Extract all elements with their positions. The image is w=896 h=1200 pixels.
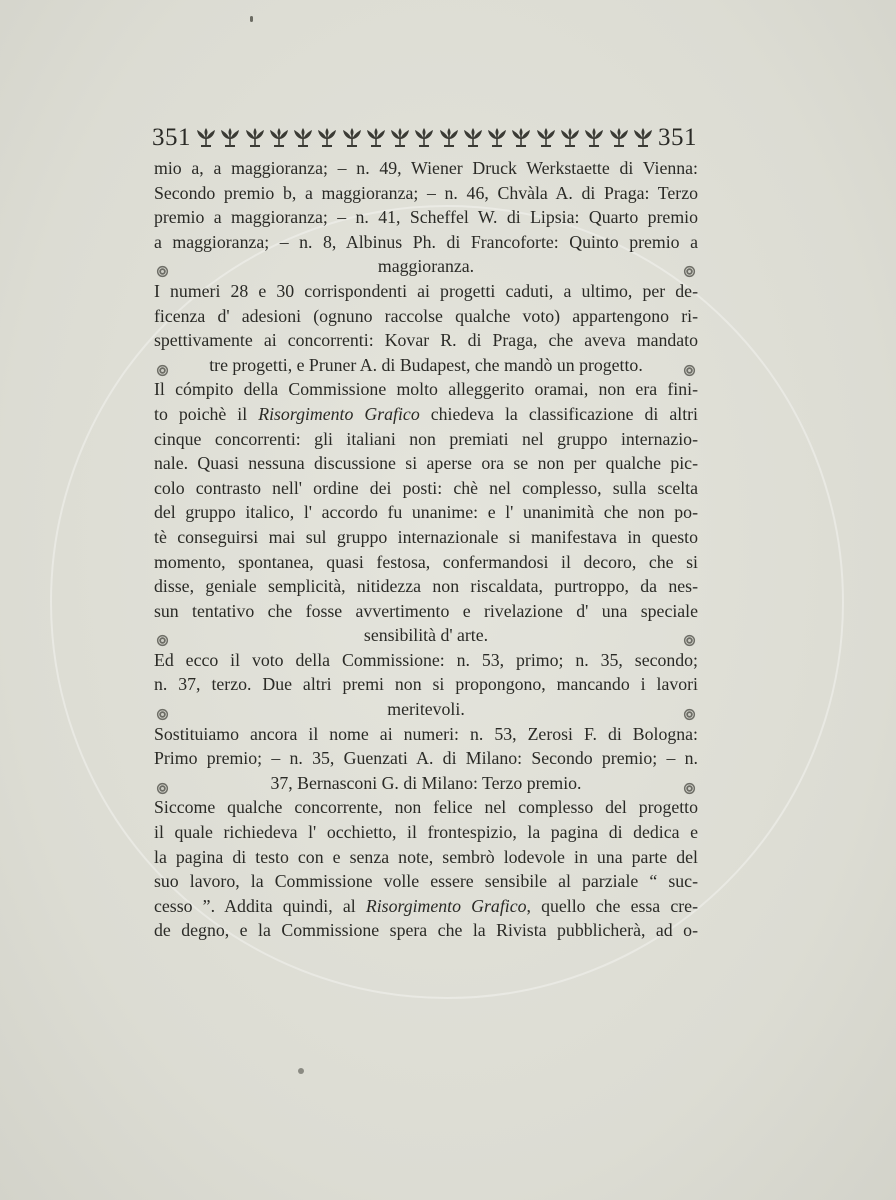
text-line: sun tentativo che fosse avvertimento e rivelazione d' una speciale xyxy=(154,600,698,621)
page-number-left: 351 xyxy=(152,124,191,151)
ink-speck xyxy=(250,16,253,22)
fleuron-icon xyxy=(195,127,217,149)
text-line: suo lavoro, la Commissione volle essere sensibile al parziale “ suc- xyxy=(154,871,698,892)
page-header xyxy=(152,124,697,152)
italic-title: Risorgimento Grafico xyxy=(365,895,527,916)
rosette-icon xyxy=(683,359,696,372)
text-line: 37, Bernasconi G. di Milano: Terzo premio. xyxy=(270,772,582,793)
fleuron-icon xyxy=(510,127,532,149)
rosette-icon xyxy=(156,777,169,790)
text-line: sensibilità d' arte. xyxy=(363,625,489,646)
text-line: tè conseguirsi mai sul gruppo internazionale si manifestava in questo xyxy=(154,526,698,547)
fleuron-icon xyxy=(244,127,266,149)
fleuron-icon xyxy=(413,127,435,149)
fleuron-icon xyxy=(365,127,387,149)
text-line: Primo premio; – n. 35, Guenzati A. di Milano: Secondo premio; – n. xyxy=(154,748,698,769)
body-text xyxy=(154,156,698,943)
fleuron-icon xyxy=(292,127,314,149)
centered-line xyxy=(154,353,698,378)
text-line: tre progetti, e Pruner A. di Budapest, che mandò un progetto. xyxy=(209,354,643,375)
text-line: maggioranza. xyxy=(377,256,475,277)
text-line: il quale richiedeva l' occhietto, il frontespizio, la pagina di dedica e xyxy=(154,822,698,843)
fleuron-icon xyxy=(559,127,581,149)
text-fragment: chiedeva la classificazione di altri xyxy=(419,403,698,424)
text-line: disse, geniale semplicità, nitidezza non riscaldata, purtroppo, da nes- xyxy=(154,576,698,597)
fleuron-icon xyxy=(268,127,290,149)
fleuron-border xyxy=(195,127,654,149)
text-line xyxy=(154,402,698,427)
fleuron-icon xyxy=(219,127,241,149)
text-line: Siccome qualche concorrente, non felice nel complesso del progetto xyxy=(154,797,698,818)
fleuron-icon xyxy=(486,127,508,149)
rosette-icon xyxy=(156,260,169,273)
centered-line xyxy=(154,254,698,279)
fleuron-icon xyxy=(608,127,630,149)
text-line: premio a maggioranza; – n. 41, Scheffel W. di Lipsia: Quarto premio xyxy=(154,207,698,228)
rosette-icon xyxy=(683,703,696,716)
text-fragment: , quello che essa cre- xyxy=(526,895,698,916)
text-line: spettivamente ai concorrenti: Kovar R. di Praga, che aveva mandato xyxy=(154,330,698,351)
rosette-icon xyxy=(156,629,169,642)
fleuron-icon xyxy=(389,127,411,149)
text-line: del gruppo italico, l' accordo fu unanime: e l' unanimità che non po- xyxy=(154,502,698,523)
text-fragment: cesso ”. Addita quindi, al xyxy=(154,895,366,916)
text-line: cinque concorrenti: gli italiani non premiati nel gruppo internazio- xyxy=(154,428,698,449)
text-line: n. 37, terzo. Due altri premi non si propongono, mancando i lavori xyxy=(154,674,698,695)
fleuron-icon xyxy=(438,127,460,149)
fleuron-icon xyxy=(462,127,484,149)
text-line: Secondo premio b, a maggioranza; – n. 46, Chvàla A. di Praga: Terzo xyxy=(154,182,698,203)
centered-line xyxy=(154,771,698,796)
rosette-icon xyxy=(683,777,696,790)
text-line: momento, spontanea, quasi festosa, confermandosi il decoro, che si xyxy=(154,551,698,572)
text-line: mio a, a maggioranza; – n. 49, Wiener Druck Werkstaette di Vienna: xyxy=(154,158,698,178)
page-number-right: 351 xyxy=(658,124,697,151)
fleuron-icon xyxy=(535,127,557,149)
text-line: nale. Quasi nessuna discussione si aperse ora se non per qualche pic- xyxy=(154,453,698,474)
rosette-icon xyxy=(683,260,696,273)
text-line xyxy=(154,894,698,919)
text-line: ficenza d' adesioni (ognuno raccolse qualche voto) appartengono ri- xyxy=(154,305,698,326)
centered-line xyxy=(154,623,698,648)
text-line: de degno, e la Commissione spera che la Rivista pubblicherà, ad o- xyxy=(154,920,698,941)
text-line: Il cómpito della Commissione molto alleggerito oramai, non era fini- xyxy=(154,379,698,400)
ink-speck xyxy=(298,1068,304,1074)
rosette-icon xyxy=(156,703,169,716)
centered-line xyxy=(154,697,698,722)
fleuron-icon xyxy=(632,127,654,149)
text-line: Ed ecco il voto della Commissione: n. 53, primo; n. 35, secondo; xyxy=(154,649,698,670)
text-line: la pagina di testo con e senza note, sembrò lodevole in una parte del xyxy=(154,846,698,867)
rosette-icon xyxy=(156,359,169,372)
italic-title: Risorgimento Grafico xyxy=(258,403,420,424)
text-line: I numeri 28 e 30 corrispondenti ai progetti caduti, a ultimo, per de- xyxy=(154,280,698,301)
fleuron-icon xyxy=(583,127,605,149)
text-line: colo contrasto nell' ordine dei posti: chè nel complesso, sulla scelta xyxy=(154,477,698,498)
text-line: a maggioranza; – n. 8, Albinus Ph. di Francoforte: Quinto premio a xyxy=(154,231,698,252)
fleuron-icon xyxy=(316,127,338,149)
text-fragment: to poichè il xyxy=(154,403,259,424)
text-line: Sostituiamo ancora il nome ai numeri: n. 53, Zerosi F. di Bologna: xyxy=(154,723,698,744)
rosette-icon xyxy=(683,629,696,642)
text-line: meritevoli. xyxy=(387,699,465,720)
fleuron-icon xyxy=(341,127,363,149)
